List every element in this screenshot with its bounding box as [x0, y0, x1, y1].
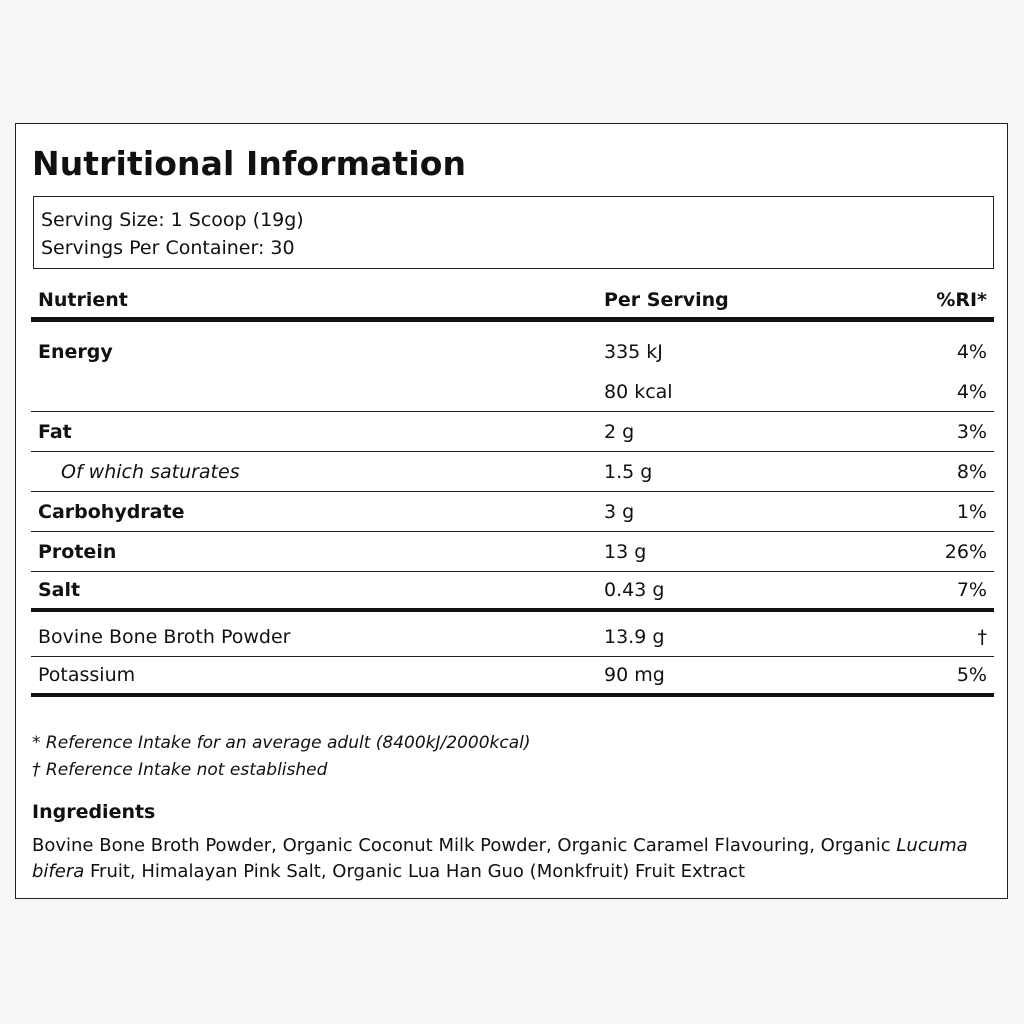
nutrient-amount: 0.43 g	[604, 579, 665, 601]
nutrient-amount: 13 g	[604, 540, 647, 563]
nutrient-amount: 13.9 g	[604, 625, 665, 648]
nutrient-ri: 26%	[944, 540, 987, 563]
nutrient-amount: 1.5 g	[604, 460, 653, 483]
nutrient-name: Of which saturates	[61, 460, 240, 483]
nutrient-amount: 3 g	[604, 500, 635, 523]
nutrient-amount: 335 kJ	[604, 341, 663, 363]
nutrient-ri: 5%	[956, 664, 987, 686]
table-row-potassium	[31, 657, 994, 697]
nutrient-ri: 4%	[956, 380, 987, 403]
nutrient-ri: 3%	[956, 420, 987, 443]
header-per-serving: Per Serving	[604, 288, 729, 311]
nutrient-name: Carbohydrate	[38, 500, 185, 523]
nutrition-table	[31, 282, 994, 697]
ingredients-text-part1: Bovine Bone Broth Powder, Organic Coconut Milk Powder, Organic Caramel Flavouring, Organic	[32, 835, 897, 856]
footnote-not-established: † Reference Intake not established	[32, 760, 328, 780]
nutrient-amount: 90 mg	[604, 664, 665, 686]
table-row-fat	[31, 412, 994, 452]
table-row-energy-kj	[31, 332, 994, 372]
serving-info-box	[33, 196, 994, 269]
ingredients-text-part2: Fruit, Himalayan Pink Salt, Organic Lua Han Guo (Monkfruit) Fruit Extract	[84, 861, 746, 882]
ingredients-title: Ingredients	[32, 801, 156, 823]
nutrient-ri: †	[977, 625, 987, 648]
ingredients-text-italic: Lucuma bifera	[32, 835, 968, 882]
nutrient-amount: 80 kcal	[604, 380, 673, 403]
header-nutrient: Nutrient	[38, 288, 128, 311]
ingredients-text	[32, 833, 982, 885]
table-row-protein	[31, 532, 994, 572]
footnotes	[32, 730, 531, 784]
table-row-bone-broth	[31, 617, 994, 657]
servings-per-container: Servings Per Container: 30	[41, 237, 295, 259]
table-row-energy-kcal	[31, 372, 994, 412]
nutrient-ri: 4%	[956, 341, 987, 363]
header-ri: %RI*	[936, 288, 987, 311]
nutrient-ri: 7%	[956, 579, 987, 601]
nutrient-name: Potassium	[38, 664, 136, 686]
table-header-row	[31, 282, 994, 322]
nutrient-ri: 1%	[956, 500, 987, 523]
nutrient-name: Bovine Bone Broth Powder	[38, 625, 291, 648]
table-row-salt	[31, 572, 994, 612]
nutrition-label	[15, 123, 1008, 899]
nutrient-amount: 2 g	[604, 420, 635, 443]
footnote-reference-intake: * Reference Intake for an average adult (8400kJ/2000kcal)	[32, 733, 531, 753]
table-row-saturates	[31, 452, 994, 492]
serving-size: Serving Size: 1 Scoop (19g)	[41, 209, 304, 231]
nutrient-ri: 8%	[956, 460, 987, 483]
table-row-carbohydrate	[31, 492, 994, 532]
page-title: Nutritional Information	[32, 144, 467, 183]
nutrient-name: Fat	[38, 420, 72, 443]
nutrient-name: Salt	[38, 579, 81, 601]
nutrient-name: Energy	[38, 341, 113, 363]
nutrient-name: Protein	[38, 540, 117, 563]
